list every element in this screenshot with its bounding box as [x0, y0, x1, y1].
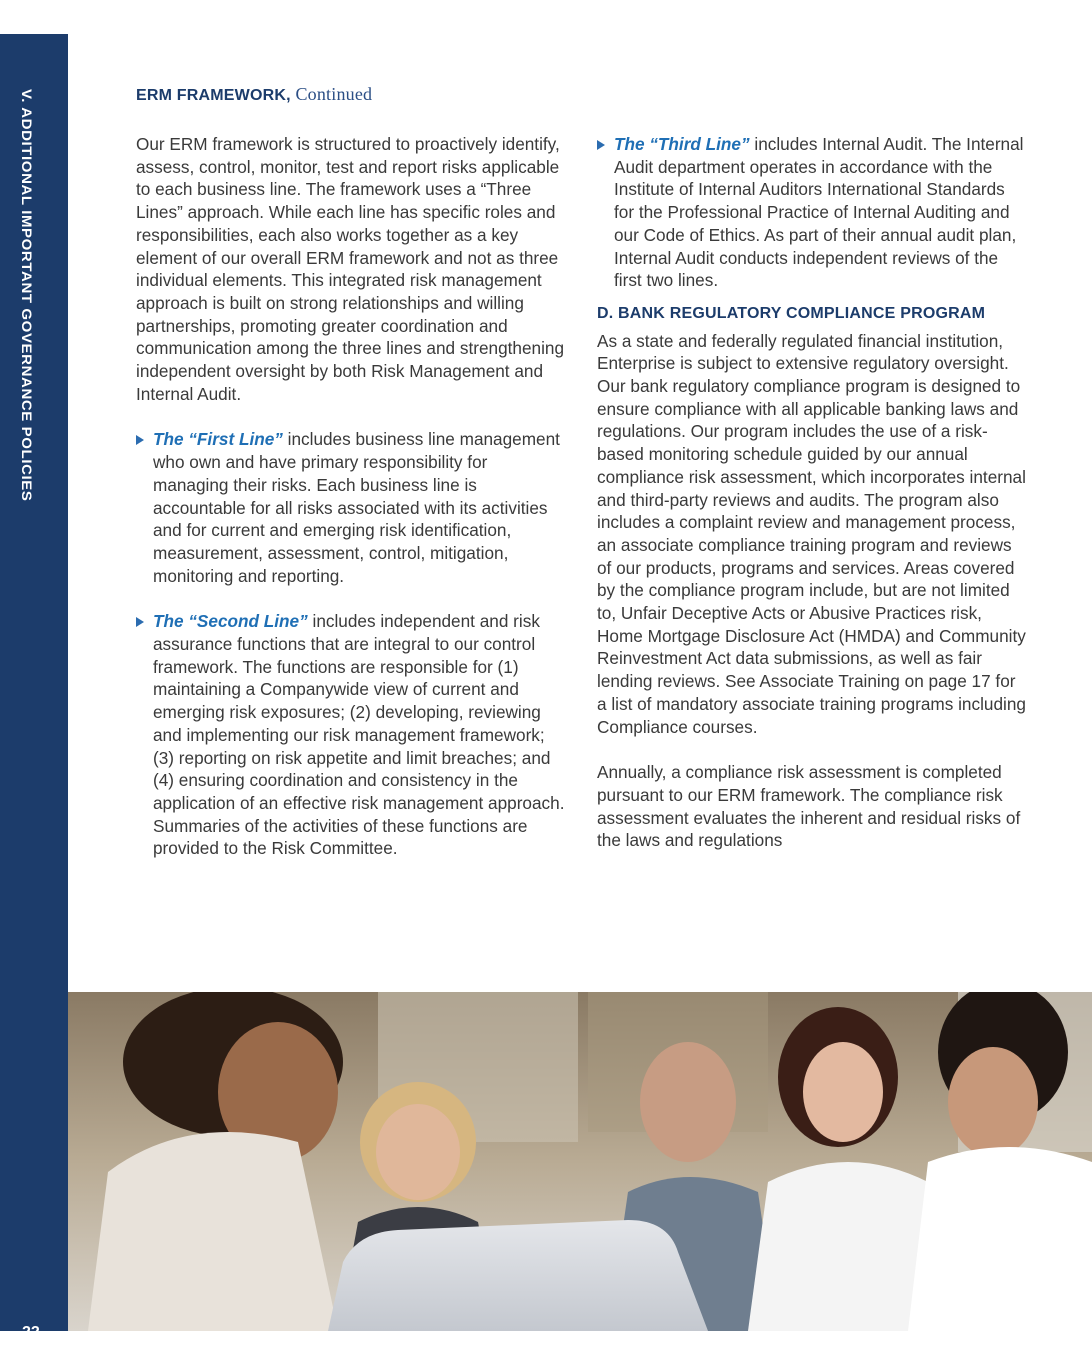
first-line-text: includes business line management who own and have primary responsibility for managing their risks. Each business line is accountable for all risks associated with its activities and for current and emerging risk identification, measurement, assessment, control, mitigation, monitoring and reporting.	[153, 429, 560, 586]
left-column	[136, 133, 566, 860]
third-line-bullet	[597, 133, 1029, 292]
compliance-subheading: D. BANK REGULATORY COMPLIANCE PROGRAM	[597, 304, 986, 322]
first-line-lead: The “First Line”	[153, 429, 283, 450]
third-line-text: includes Internal Audit. The Internal Audit department operates in accordance with the Institute of Internal Auditors International Standards for the Professional Practice of Internal Auditing and our Code of Ethics. As part of their annual audit plan, Internal Audit conducts independent reviews of the first two lines.	[614, 134, 1024, 291]
second-line-lead: The “Second Line”	[153, 611, 308, 632]
heading-main: ERM FRAMEWORK,	[136, 87, 291, 104]
compliance-paragraph-2: Annually, a compliance risk assessment is completed pursuant to our ERM framework. The compliance risk assessment evaluates the inherent and residual risks of the laws and regulations	[597, 762, 1021, 851]
compliance-paragraph-1: As a state and federally regulated financial institution, Enterprise is subject to extensive regulatory oversight. Our bank regulatory compliance program is designed to ensure compliance with all applicable banking laws and regulations. Our program includes the use of a risk-based monitoring schedule guided by our annual compliance risk assessment, which incorporates internal and third-party reviews and audits. The program also includes a complaint review and management process, an associate compliance training program and reviews of our products, programs and services. Areas covered by the compliance program include, but are not limited to, Unfair Deceptive Acts or Abusive Practices risk, Home Mortgage Disclosure Act (HMDA) and Community Reinvestment Act data submissions, as well as fair lending reviews. See Associate Training on page 17 for a list of mandatory associate training programs including Compliance courses.	[597, 330, 1026, 737]
section-heading	[136, 84, 372, 105]
intro-paragraph: Our ERM framework is structured to proactively identify, assess, control, monitor, test and report risks applicable to each business line. The framework uses a “Three Lines” approach. While each line has specific roles and responsibilities, each also works together as a key element of our overall ERM framework and not as three individual elements. This integrated risk management approach is built on strong relationships and willing partnerships, promoting greater coordination and communication among the three lines and strengthening independent oversight by both Risk Management and Internal Audit.	[136, 134, 565, 404]
heading-continued: Continued	[295, 84, 373, 104]
page-number: 22	[22, 1324, 40, 1341]
right-column	[597, 133, 1029, 852]
bullet-triangle-icon	[136, 435, 144, 445]
second-line-text: includes independent and risk assurance functions that are integral to our control framework. The functions are responsible for (1) maintaining a Companywide view of current and emerging risk exposures; (2) developing, reviewing and implementing our risk management framework; (3) reporting on risk appetite and limit breaches; and (4) ensuring coordination and consistency in the application of an effective risk management approach. Summaries of the activities of these functions are provided to the Risk Committee.	[153, 611, 565, 859]
section-title: V. ADDITIONAL IMPORTANT GOVERNANCE POLICIES	[18, 89, 35, 502]
third-line-lead: The “Third Line”	[614, 134, 750, 154]
team-meeting-photo	[68, 992, 1092, 1331]
bullet-triangle-icon	[136, 617, 144, 627]
bullet-triangle-icon	[597, 140, 605, 150]
sidebar	[0, 34, 68, 1341]
second-line-bullet	[136, 610, 566, 860]
first-line-bullet	[136, 428, 566, 587]
